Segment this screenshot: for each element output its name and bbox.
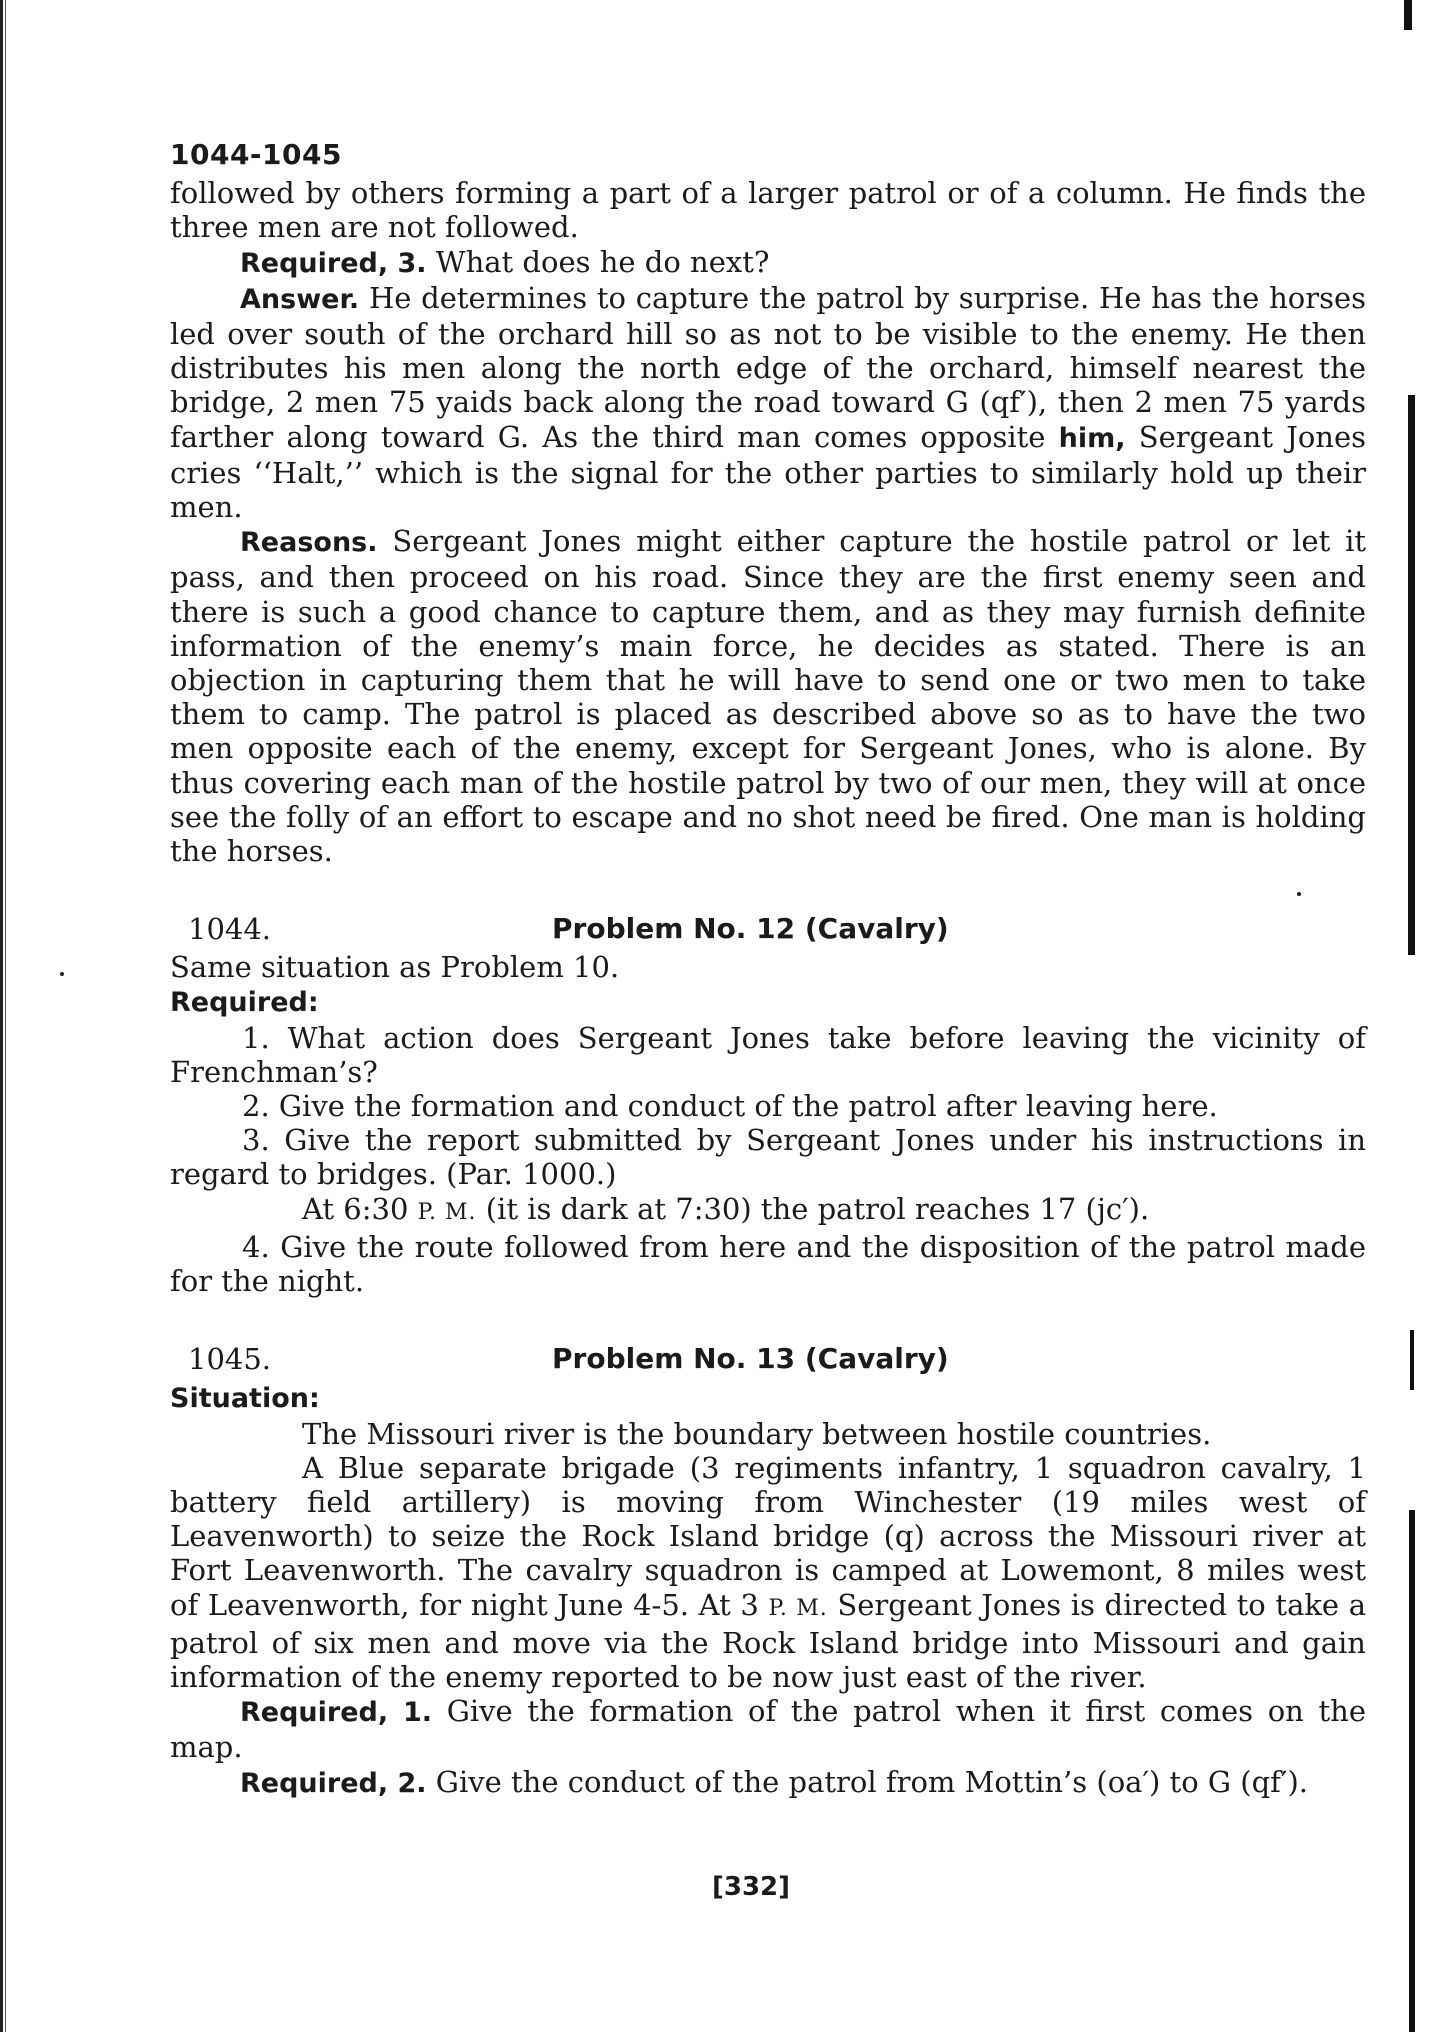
- interlude-time-suffix: P. M.: [417, 1199, 477, 1225]
- interlude-text: At 6:30: [302, 1191, 409, 1226]
- situation-text-cont: Sergeant Jones is directed to take a patrol of six men and move via the Rock Island bridge into Missouri and gain information of the enemy reported to be now just east of the river.: [170, 1587, 1367, 1694]
- page-number-footer: [0, 1872, 1450, 1902]
- required-3: [170, 245, 1366, 281]
- binding-edge: [0, 0, 8, 2032]
- item-number: 3.: [242, 1123, 270, 1158]
- problem-12-required-label: Required:: [170, 987, 319, 1019]
- scan-mark-top-right: [1404, 0, 1412, 30]
- item-text: Give the route followed from here and the disposition of the patrol made for the night.: [170, 1229, 1367, 1299]
- scan-mark-right-2: [1410, 1330, 1414, 1390]
- required-2-text: Give the conduct of the patrol from Mottin’s (oa′) to G (qf′).: [435, 1764, 1309, 1799]
- item-text: Give the formation and conduct of the patrol after leaving here.: [278, 1089, 1218, 1124]
- problem-12-item-2: [170, 1089, 1366, 1123]
- reasons-label: Reasons.: [240, 527, 378, 559]
- problem-13-number: 1045.: [188, 1342, 272, 1377]
- page-body: [170, 138, 1366, 1801]
- problem-13-heading: [170, 1338, 1366, 1378]
- required-2-label: Required, 2.: [240, 1767, 427, 1799]
- problem-12-situation: Same situation as Problem 10.: [170, 950, 620, 985]
- reasons-text: Sergeant Jones might either capture the hostile patrol or let it pass, and then proceed on his road. Since they are the first enemy seen and there is such a good chance to capture them, and as they may furnish definite information of the enemy’s main force, he decides as stated. There is an objection in capturing them that he will have to send one or two men to take them to camp. The patrol is placed as described above so as to have the two men opposite each of the enemy, except for Sergeant Jones, who is alone. By thus covering each man of the hostile patrol by two of our men, they will at once see the folly of an effort to escape and no shot need be fired. One man is holding the horses.: [170, 524, 1367, 869]
- page-number: [332]: [711, 1872, 791, 1902]
- situation-text: A Blue separate brigade (3 regiments infantry, 1 squadron cavalry, 1 battery field artillery) is moving from Winchester (19 miles west of Leavenworth) to seize the Rock Island bridge (q) across the Missouri river at Fort Leavenworth. The cavalry squadron is camped at Lowemont, 8 miles west of Leavenworth, for night June 4-5. At 3: [170, 1450, 1366, 1622]
- problem-13-required-2: [170, 1765, 1366, 1801]
- item-number: 1.: [242, 1020, 270, 1055]
- problem-13-situation-1: The Missouri river is the boundary between hostile countries.: [302, 1416, 1212, 1451]
- item-text: What action does Sergeant Jones take before leaving the vicinity of Frenchman’s?: [170, 1020, 1367, 1089]
- situation-label: Situation:: [170, 1383, 320, 1415]
- required-3-label: Required, 3.: [240, 247, 427, 279]
- reasons-paragraph: [170, 524, 1366, 868]
- item-text: Give the report submitted by Sergeant Jones under his instructions in regard to bridges. (Par. 1000.): [170, 1123, 1367, 1192]
- problem-13-situation-heading: [170, 1380, 1366, 1416]
- problem-13-situation-2: [170, 1451, 1366, 1694]
- situation-time-suffix: P. M.: [768, 1595, 828, 1621]
- interlude-text-cont: (it is dark at 7:30) the patrol reaches 17 (jc′).: [485, 1191, 1150, 1226]
- scan-speck: [60, 972, 64, 976]
- problem-12-item-4: [170, 1230, 1366, 1298]
- answer-text-cont: Sergeant Jones cries ‘‘Halt,’’ which is the signal for the other parties to similarly hold up their men.: [170, 419, 1367, 525]
- required-1-label: Required, 1.: [240, 1697, 433, 1729]
- problem-12-required: [170, 984, 1366, 1020]
- problem-12-title: Problem No. 12 (Cavalry): [552, 912, 949, 946]
- answer-label: Answer.: [240, 283, 360, 315]
- problem-12-item-3: [170, 1123, 1366, 1191]
- required-3-text: What does he do next?: [435, 244, 770, 279]
- item-number: 4.: [242, 1229, 270, 1264]
- section-range-header: 1044-1045: [170, 138, 342, 171]
- continued-paragraph: followed by others forming a part of a larger patrol or of a column. He finds the three men are not followed.: [170, 176, 1366, 245]
- required-1-text: Give the formation of the patrol when it first comes on the map.: [170, 1694, 1367, 1765]
- problem-12-item-1: [170, 1021, 1366, 1089]
- problem-12-interlude: [170, 1192, 1366, 1230]
- problem-12-heading: [170, 908, 1366, 948]
- answer-emphasis: him,: [1058, 422, 1126, 454]
- problem-12-number: 1044.: [188, 912, 272, 947]
- problem-13-title: Problem No. 13 (Cavalry): [552, 1342, 949, 1376]
- answer-text: He determines to capture the patrol by surprise. He has the horses led over south of the orchard hill so as not to be visible to the enemy. He then distributes his men along the north edge of the orchard, himself nearest the bridge, 2 men 75 yaids back along the road toward G (qf′), then 2 men 75 yards farther along toward G. As the third man comes opposite: [170, 280, 1366, 454]
- scan-mark-right-3: [1409, 1510, 1415, 2032]
- item-number: 2.: [242, 1089, 270, 1124]
- scan-mark-right-1: [1408, 395, 1415, 955]
- answer-paragraph: [170, 281, 1366, 524]
- problem-13-required-1: [170, 1694, 1366, 1764]
